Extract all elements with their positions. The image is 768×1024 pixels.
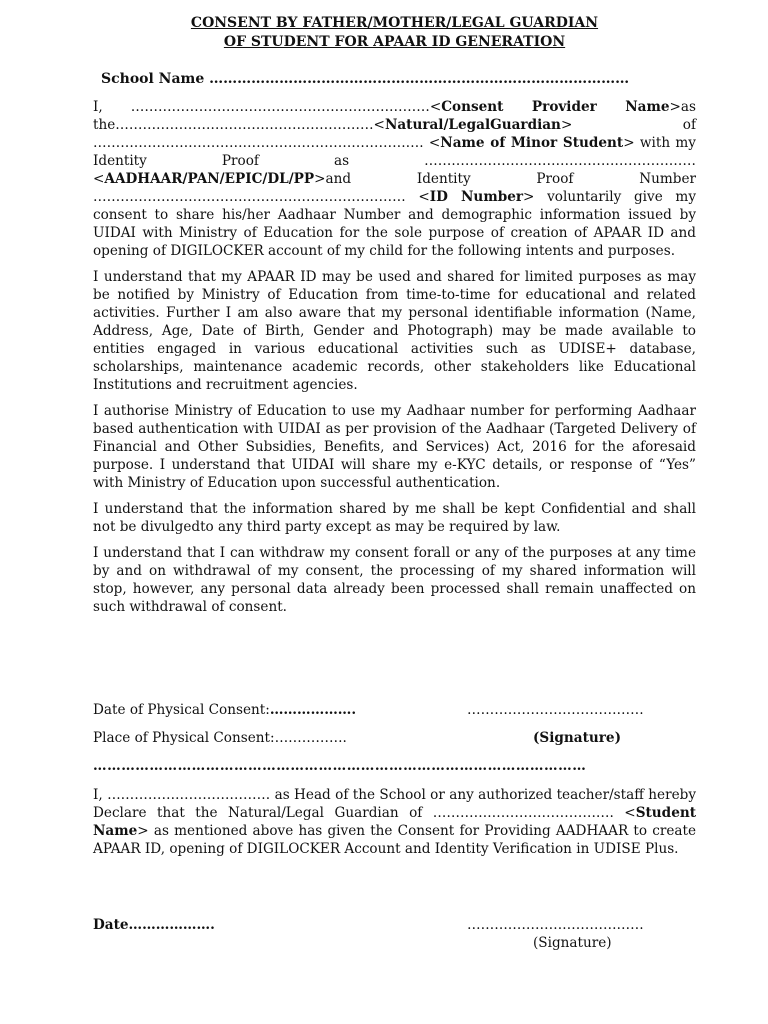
- date-of-consent-dots: ……………….: [269, 702, 357, 718]
- id-number-placeholder: ID Number: [429, 189, 524, 205]
- place-of-consent-label: Place of Physical Consent:: [93, 730, 275, 746]
- consent-text-4: > with my Identity Proof as …………………………………………………… <: [93, 135, 696, 187]
- minor-student-placeholder: Name of Minor Student: [440, 135, 624, 151]
- paragraph-apaar-usage: I understand that my APAAR ID may be used and shared for limited purposes as may be notified by Ministry of Education from time-to-time for educational and related activities. Further I am also aware that my personal identifiable information (Name, Address, Age, Date of Birth, Gender and Photograph) may be made available to entities engaged in various educational activities such as UDISE+ database, scholarships, maintenance academic records, other stakeholders like Educational Institutions and recruitment agencies.: [93, 269, 696, 393]
- head-of-school-declaration: [93, 786, 696, 858]
- parent-signature-label: (Signature): [533, 730, 622, 746]
- head-signature-label: (Signature): [533, 935, 612, 951]
- place-of-consent-line: [93, 729, 347, 747]
- consent-text-5: >and Identity Proof Number …………………………………………………………… <: [93, 171, 696, 205]
- parent-signature-dots: …………………………………: [467, 702, 644, 718]
- school-name-line: [101, 70, 696, 88]
- footer-date-label: Date: [93, 917, 129, 933]
- section-divider: ……………………………………………………………………………………………: [93, 758, 587, 774]
- consent-provider-placeholder: Consent Provider Name: [441, 99, 670, 115]
- consent-paragraph: [93, 98, 696, 260]
- id-types-placeholder: AADHAAR/PAN/EPIC/DL/PP: [104, 171, 315, 187]
- consent-text-2: >as the…………………………………………………<: [93, 99, 696, 133]
- place-of-consent-dots: …………….: [274, 730, 347, 746]
- footer-date-dots: ……………….: [128, 917, 215, 933]
- paragraph-withdrawal: I understand that I can withdraw my consent forall or any of the purposes at any time by and on withdrawal of my consent, the processing of my shared information will stop, however, any personal data already been processed shall remain unaffected on such withdrawal of consent.: [93, 545, 696, 615]
- form-title: [93, 14, 696, 52]
- guardian-placeholder: Natural/LegalGuardian: [384, 117, 561, 133]
- consent-text-3: > of ………………………………………………………………. <: [93, 117, 696, 151]
- consent-text-6: > voluntarily give my consent to share his/her Aadhaar Number and demographic information issued by UIDAI with Ministry of Education for the sole purpose of creation of APAAR ID and opening of DIGILOCKER account of my child for the following intents and purposes.: [93, 189, 696, 259]
- date-of-consent-label: Date of Physical Consent:: [93, 702, 270, 718]
- head-signature-dots: …………………………………: [467, 917, 644, 933]
- declaration-text-1: I, ……………………………… as Head of the School or any authorized teacher/staff hereby Declare that the Natural/Legal Guardian of …………………………………. <: [93, 787, 696, 821]
- footer-date-line: [93, 916, 215, 934]
- date-of-consent-line: [93, 701, 356, 719]
- consent-text-1: I, …………………………………………………………<: [93, 99, 442, 115]
- student-name-placeholder: Student Name: [93, 805, 696, 839]
- paragraph-authentication: I authorise Ministry of Education to use my Aadhaar number for performing Aadhaar based authentication with UIDAI as per provision of the Aadhaar (Targeted Delivery of Financial and Other Subsidies, Benefits, and Services) Act, 2016 for the aforesaid purpose. I understand that UIDAI will share my e-KYC details, or response of “Yes” with Ministry of Education upon successful authentication.: [93, 403, 696, 491]
- paragraph-confidentiality: I understand that the information shared by me shall be kept Confidential and shall not be divulgedto any third party except as may be required by law.: [93, 501, 696, 535]
- form-title-line-2: OF STUDENT FOR APAAR ID GENERATION: [223, 34, 566, 50]
- form-title-line-1: CONSENT BY FATHER/MOTHER/LEGAL GUARDIAN: [190, 15, 599, 31]
- school-name-dots: ………………………………………………………………………………: [209, 71, 630, 87]
- school-name-label: School Name: [101, 71, 205, 87]
- declaration-text-2: > as mentioned above has given the Consent for Providing AADHAAR to create APAAR ID, opening of DIGILOCKER Account and Identity Verification in UDISE Plus.: [93, 823, 696, 857]
